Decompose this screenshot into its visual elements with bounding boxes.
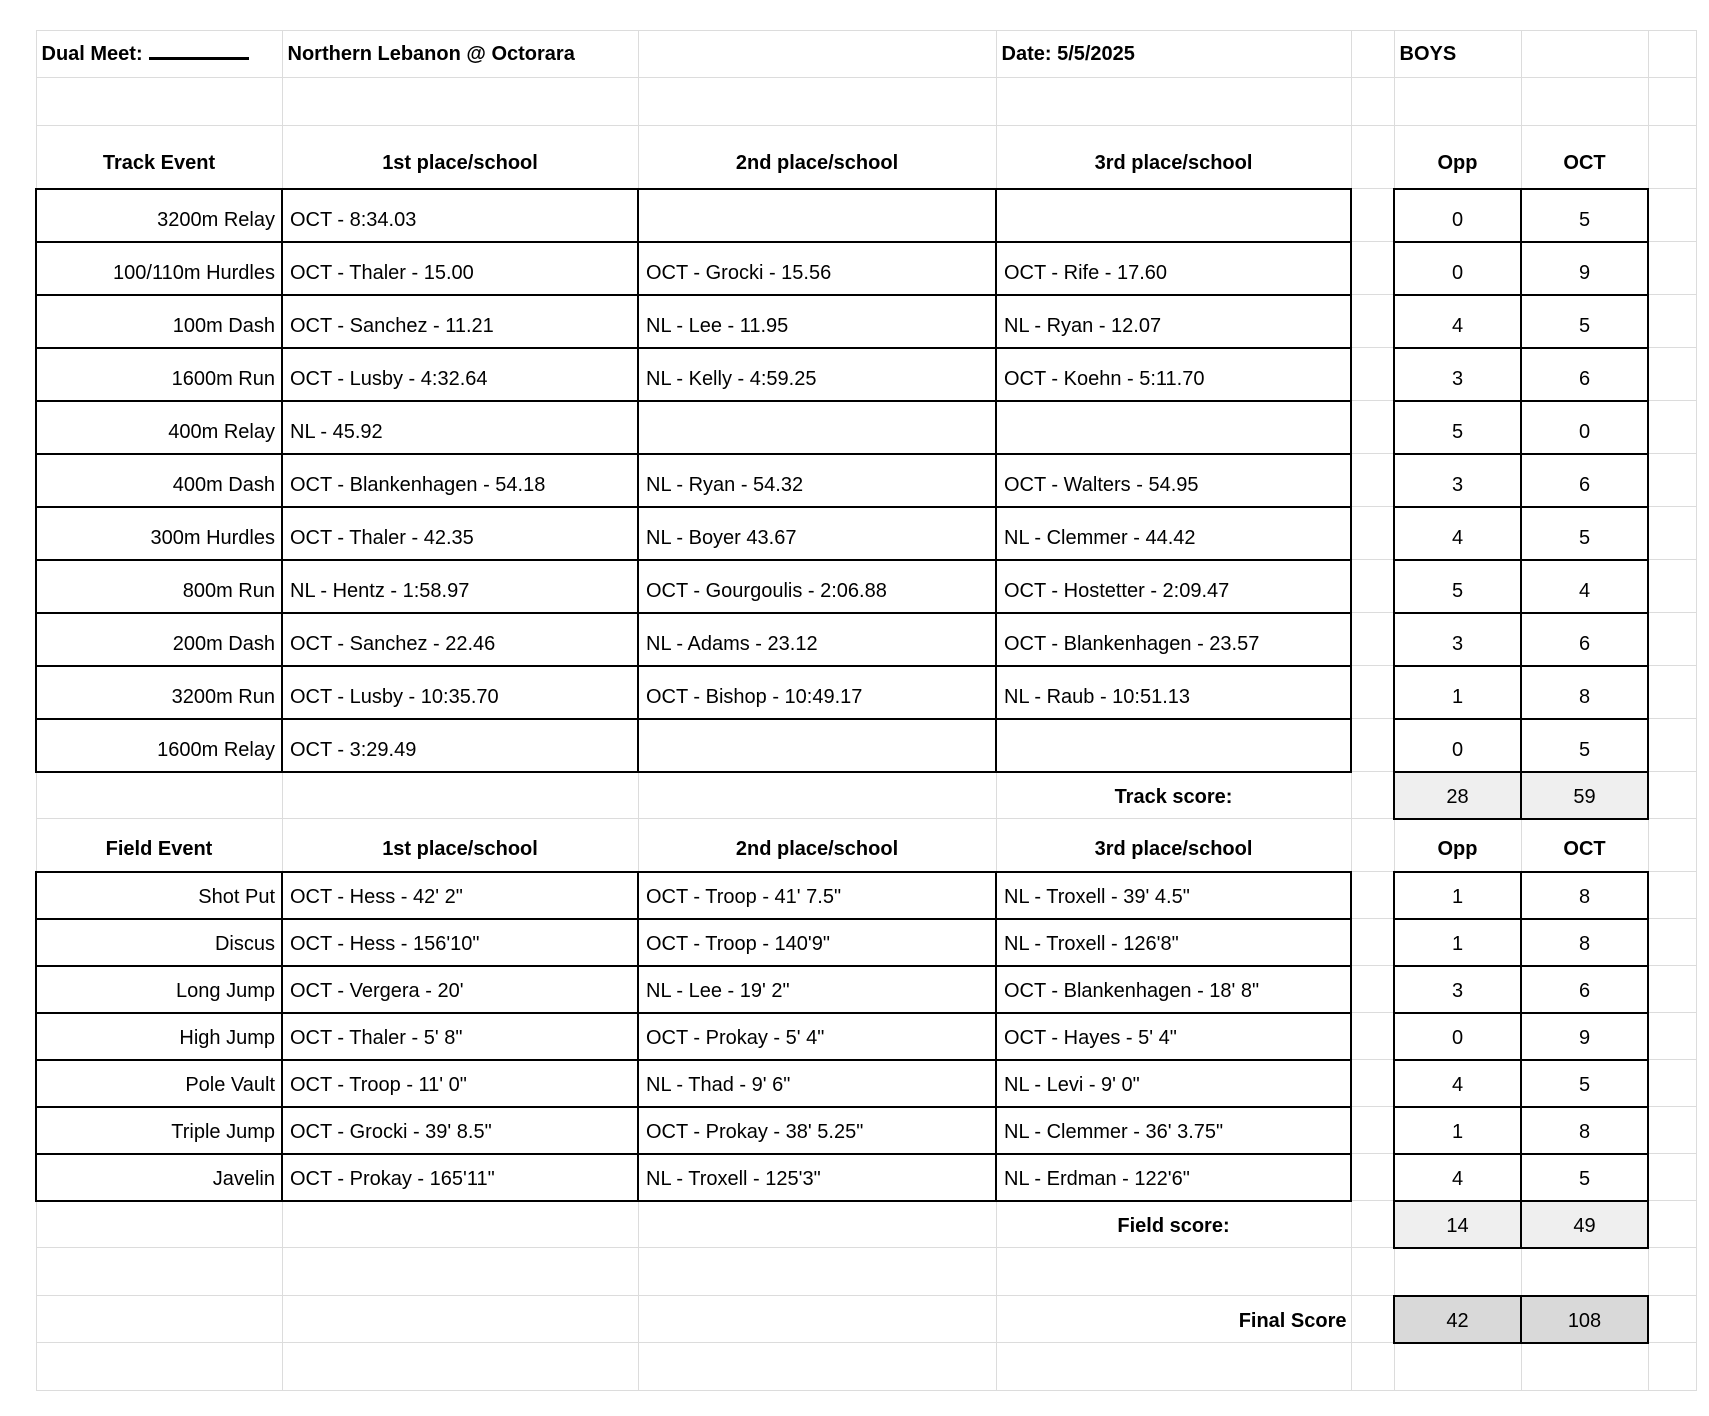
cell-first-place[interactable]: OCT - Thaler - 5' 8" — [282, 1013, 638, 1060]
field-header-row — [36, 819, 1696, 872]
cell-second-place[interactable]: OCT - Prokay - 38' 5.25" — [638, 1107, 996, 1154]
final-score-row — [36, 1296, 1696, 1343]
cell-event[interactable]: Triple Jump — [36, 1107, 282, 1154]
cell-third-place[interactable]: OCT - Walters - 54.95 — [996, 454, 1351, 507]
cell-event[interactable]: Discus — [36, 919, 282, 966]
track-score-opp[interactable]: 28 — [1394, 772, 1521, 819]
cell-second-place[interactable] — [638, 189, 996, 242]
cell-event[interactable]: 3200m Run — [36, 666, 282, 719]
cell-opp-points[interactable]: 0 — [1394, 1013, 1521, 1060]
opp-header[interactable]: Opp — [1394, 819, 1521, 872]
matchup-cell[interactable]: Northern Lebanon @ Octorara — [282, 31, 638, 78]
spacer-cell — [1351, 719, 1394, 772]
cell-opp-points[interactable]: 0 — [1394, 189, 1521, 242]
cell-opp-points[interactable]: 3 — [1394, 613, 1521, 666]
blank-row — [36, 1343, 1696, 1391]
cell-event[interactable]: 100m Dash — [36, 295, 282, 348]
track-event-row — [36, 348, 1696, 401]
cell-event[interactable]: 400m Dash — [36, 454, 282, 507]
cell-second-place[interactable]: NL - Kelly - 4:59.25 — [638, 348, 996, 401]
track-event-row — [36, 666, 1696, 719]
cell-third-place[interactable]: NL - Erdman - 122'6" — [996, 1154, 1351, 1201]
track-header-row — [36, 126, 1696, 189]
cell-first-place[interactable]: OCT - Vergera - 20' — [282, 966, 638, 1013]
spacer-cell — [1351, 1201, 1394, 1248]
blank-row — [36, 78, 1696, 126]
cell-third-place[interactable]: OCT - Rife - 17.60 — [996, 242, 1351, 295]
cell-third-place[interactable] — [996, 189, 1351, 242]
spacer-cell — [1351, 613, 1394, 666]
cell-first-place[interactable]: NL - 45.92 — [282, 401, 638, 454]
cell-event[interactable]: 200m Dash — [36, 613, 282, 666]
cell-third-place[interactable]: NL - Raub - 10:51.13 — [996, 666, 1351, 719]
cell-oct-points[interactable]: 5 — [1521, 189, 1648, 242]
cell-opp-points[interactable]: 0 — [1394, 719, 1521, 772]
cell-oct-points[interactable]: 8 — [1521, 666, 1648, 719]
cell-second-place[interactable]: NL - Boyer 43.67 — [638, 507, 996, 560]
cell-second-place[interactable] — [638, 401, 996, 454]
cell-oct-points[interactable]: 6 — [1521, 454, 1648, 507]
cell-opp-points[interactable]: 1 — [1394, 666, 1521, 719]
third-place-header[interactable]: 3rd place/school — [996, 126, 1351, 189]
field-event-row — [36, 966, 1696, 1013]
empty-cell — [1648, 31, 1696, 78]
score-sheet — [35, 30, 1697, 1391]
field-event-row — [36, 1107, 1696, 1154]
spacer-cell — [1351, 189, 1394, 242]
meet-score-table — [35, 30, 1697, 1391]
cell-second-place[interactable]: NL - Lee - 11.95 — [638, 295, 996, 348]
track-event-row — [36, 454, 1696, 507]
field-event-header[interactable]: Field Event — [36, 819, 282, 872]
cell-oct-points[interactable]: 8 — [1521, 872, 1648, 919]
final-score-opp[interactable]: 42 — [1394, 1296, 1521, 1343]
field-score-oct[interactable]: 49 — [1521, 1201, 1648, 1248]
field-event-row — [36, 1154, 1696, 1201]
spacer-cell — [1351, 1013, 1394, 1060]
cell-second-place[interactable]: OCT - Bishop - 10:49.17 — [638, 666, 996, 719]
cell-first-place[interactable]: OCT - Sanchez - 11.21 — [282, 295, 638, 348]
cell-first-place[interactable]: OCT - 3:29.49 — [282, 719, 638, 772]
cell-second-place[interactable]: OCT - Gourgoulis - 2:06.88 — [638, 560, 996, 613]
spacer-cell — [1351, 507, 1394, 560]
cell-event[interactable]: Javelin — [36, 1154, 282, 1201]
cell-second-place[interactable]: NL - Thad - 9' 6" — [638, 1060, 996, 1107]
spacer-cell — [1351, 819, 1394, 872]
spacer-cell — [1351, 31, 1394, 78]
cell-event[interactable]: 1600m Relay — [36, 719, 282, 772]
spacer-cell — [1351, 919, 1394, 966]
cell-oct-points[interactable]: 5 — [1521, 295, 1648, 348]
cell-first-place[interactable]: OCT - Troop - 11' 0" — [282, 1060, 638, 1107]
cell-third-place[interactable]: OCT - Blankenhagen - 18' 8" — [996, 966, 1351, 1013]
cell-third-place[interactable]: OCT - Hayes - 5' 4" — [996, 1013, 1351, 1060]
field-score-opp[interactable]: 14 — [1394, 1201, 1521, 1248]
cell-opp-points[interactable]: 1 — [1394, 872, 1521, 919]
cell-third-place[interactable]: OCT - Blankenhagen - 23.57 — [996, 613, 1351, 666]
cell-first-place[interactable]: OCT - Prokay - 165'11" — [282, 1154, 638, 1201]
track-event-row — [36, 401, 1696, 454]
empty-cell — [1521, 31, 1648, 78]
track-event-row — [36, 560, 1696, 613]
cell-opp-points[interactable]: 5 — [1394, 401, 1521, 454]
track-score-row — [36, 772, 1696, 819]
cell-opp-points[interactable]: 3 — [1394, 454, 1521, 507]
cell-opp-points[interactable]: 3 — [1394, 348, 1521, 401]
cell-first-place[interactable]: NL - Hentz - 1:58.97 — [282, 560, 638, 613]
cell-first-place[interactable]: OCT - Hess - 156'10" — [282, 919, 638, 966]
cell-opp-points[interactable]: 1 — [1394, 919, 1521, 966]
spacer-cell — [1351, 242, 1394, 295]
field-event-row — [36, 872, 1696, 919]
cell-third-place[interactable] — [996, 401, 1351, 454]
cell-event[interactable]: 100/110m Hurdles — [36, 242, 282, 295]
field-event-row — [36, 1060, 1696, 1107]
cell-first-place[interactable]: OCT - Hess - 42' 2" — [282, 872, 638, 919]
cell-event[interactable]: 1600m Run — [36, 348, 282, 401]
title-row — [36, 31, 1696, 78]
first-place-header[interactable]: 1st place/school — [282, 126, 638, 189]
spacer-cell — [1351, 560, 1394, 613]
dual-meet-blank-line — [149, 55, 249, 60]
spacer-cell — [1351, 1154, 1394, 1201]
track-score-label[interactable]: Track score: — [996, 772, 1351, 819]
spacer-cell — [1351, 454, 1394, 507]
cell-first-place[interactable]: OCT - Lusby - 4:32.64 — [282, 348, 638, 401]
cell-opp-points[interactable]: 4 — [1394, 1154, 1521, 1201]
cell-event[interactable]: Long Jump — [36, 966, 282, 1013]
cell-third-place[interactable]: NL - Troxell - 39' 4.5" — [996, 872, 1351, 919]
dual-meet-cell[interactable] — [36, 31, 282, 78]
cell-third-place[interactable] — [996, 719, 1351, 772]
spacer-cell — [1351, 666, 1394, 719]
cell-oct-points[interactable]: 5 — [1521, 1154, 1648, 1201]
final-score-oct[interactable]: 108 — [1521, 1296, 1648, 1343]
cell-first-place[interactable]: OCT - Blankenhagen - 54.18 — [282, 454, 638, 507]
cell-oct-points[interactable]: 0 — [1521, 401, 1648, 454]
cell-third-place[interactable]: OCT - Koehn - 5:11.70 — [996, 348, 1351, 401]
cell-event[interactable]: Shot Put — [36, 872, 282, 919]
spacer-cell — [1351, 348, 1394, 401]
cell-oct-points[interactable]: 4 — [1521, 560, 1648, 613]
oct-header[interactable]: OCT — [1521, 126, 1648, 189]
spacer-cell — [1351, 1296, 1394, 1343]
cell-second-place[interactable]: NL - Ryan - 54.32 — [638, 454, 996, 507]
second-place-header[interactable]: 2nd place/school — [638, 126, 996, 189]
final-score-label[interactable]: Final Score — [996, 1296, 1351, 1343]
cell-second-place[interactable]: OCT - Troop - 41' 7.5" — [638, 872, 996, 919]
cell-oct-points[interactable]: 6 — [1521, 966, 1648, 1013]
cell-opp-points[interactable]: 4 — [1394, 295, 1521, 348]
spacer-cell — [1351, 1060, 1394, 1107]
cell-third-place[interactable]: NL - Ryan - 12.07 — [996, 295, 1351, 348]
cell-first-place[interactable]: OCT - Grocki - 39' 8.5" — [282, 1107, 638, 1154]
track-score-oct[interactable]: 59 — [1521, 772, 1648, 819]
blank-row — [36, 1248, 1696, 1296]
cell-second-place[interactable]: NL - Troxell - 125'3" — [638, 1154, 996, 1201]
date-cell[interactable]: Date: 5/5/2025 — [996, 31, 1351, 78]
cell-event[interactable]: 400m Relay — [36, 401, 282, 454]
team-label-cell[interactable]: BOYS — [1394, 31, 1521, 78]
cell-event[interactable]: 800m Run — [36, 560, 282, 613]
spacer-cell — [1351, 295, 1394, 348]
cell-second-place[interactable]: OCT - Troop - 140'9" — [638, 919, 996, 966]
field-score-label[interactable]: Field score: — [996, 1201, 1351, 1248]
cell-third-place[interactable]: NL - Levi - 9' 0" — [996, 1060, 1351, 1107]
track-event-header[interactable]: Track Event — [36, 126, 282, 189]
cell-second-place[interactable]: NL - Adams - 23.12 — [638, 613, 996, 666]
cell-first-place[interactable]: OCT - 8:34.03 — [282, 189, 638, 242]
cell-first-place[interactable]: OCT - Thaler - 15.00 — [282, 242, 638, 295]
cell-oct-points[interactable]: 5 — [1521, 1060, 1648, 1107]
field-score-row — [36, 1201, 1696, 1248]
cell-first-place[interactable]: OCT - Sanchez - 22.46 — [282, 613, 638, 666]
spacer-cell — [1351, 872, 1394, 919]
cell-oct-points[interactable]: 9 — [1521, 1013, 1648, 1060]
cell-event[interactable]: 3200m Relay — [36, 189, 282, 242]
cell-first-place[interactable]: OCT - Lusby - 10:35.70 — [282, 666, 638, 719]
cell-second-place[interactable]: OCT - Prokay - 5' 4" — [638, 1013, 996, 1060]
cell-oct-points[interactable]: 6 — [1521, 613, 1648, 666]
cell-opp-points[interactable]: 3 — [1394, 966, 1521, 1013]
track-event-row — [36, 613, 1696, 666]
cell-first-place[interactable]: OCT - Thaler - 42.35 — [282, 507, 638, 560]
cell-opp-points[interactable]: 4 — [1394, 507, 1521, 560]
cell-event[interactable]: High Jump — [36, 1013, 282, 1060]
third-place-header[interactable]: 3rd place/school — [996, 819, 1351, 872]
cell-opp-points[interactable]: 1 — [1394, 1107, 1521, 1154]
field-event-row — [36, 1013, 1696, 1060]
cell-third-place[interactable]: NL - Troxell - 126'8" — [996, 919, 1351, 966]
cell-oct-points[interactable]: 9 — [1521, 242, 1648, 295]
cell-second-place[interactable]: NL - Lee - 19' 2" — [638, 966, 996, 1013]
spacer-cell — [1351, 126, 1394, 189]
cell-opp-points[interactable]: 4 — [1394, 1060, 1521, 1107]
track-event-row — [36, 295, 1696, 348]
cell-oct-points[interactable]: 8 — [1521, 919, 1648, 966]
track-event-row — [36, 507, 1696, 560]
spacer-cell — [1351, 401, 1394, 454]
empty-cell — [638, 31, 996, 78]
cell-third-place[interactable]: OCT - Hostetter - 2:09.47 — [996, 560, 1351, 613]
first-place-header[interactable]: 1st place/school — [282, 819, 638, 872]
track-event-row — [36, 242, 1696, 295]
field-event-row — [36, 919, 1696, 966]
cell-third-place[interactable]: NL - Clemmer - 36' 3.75" — [996, 1107, 1351, 1154]
cell-second-place[interactable]: OCT - Grocki - 15.56 — [638, 242, 996, 295]
dual-meet-label: Dual Meet: — [41, 42, 143, 65]
cell-oct-points[interactable]: 8 — [1521, 1107, 1648, 1154]
cell-second-place[interactable] — [638, 719, 996, 772]
cell-event[interactable]: Pole Vault — [36, 1060, 282, 1107]
spacer-cell — [1351, 772, 1394, 819]
track-event-row — [36, 189, 1696, 242]
oct-header[interactable]: OCT — [1521, 819, 1648, 872]
spacer-cell — [1351, 1107, 1394, 1154]
cell-third-place[interactable]: NL - Clemmer - 44.42 — [996, 507, 1351, 560]
second-place-header[interactable]: 2nd place/school — [638, 819, 996, 872]
cell-opp-points[interactable]: 0 — [1394, 242, 1521, 295]
cell-oct-points[interactable]: 5 — [1521, 719, 1648, 772]
opp-header[interactable]: Opp — [1394, 126, 1521, 189]
track-event-row — [36, 719, 1696, 772]
cell-event[interactable]: 300m Hurdles — [36, 507, 282, 560]
spacer-cell — [1351, 966, 1394, 1013]
cell-oct-points[interactable]: 5 — [1521, 507, 1648, 560]
cell-oct-points[interactable]: 6 — [1521, 348, 1648, 401]
cell-opp-points[interactable]: 5 — [1394, 560, 1521, 613]
